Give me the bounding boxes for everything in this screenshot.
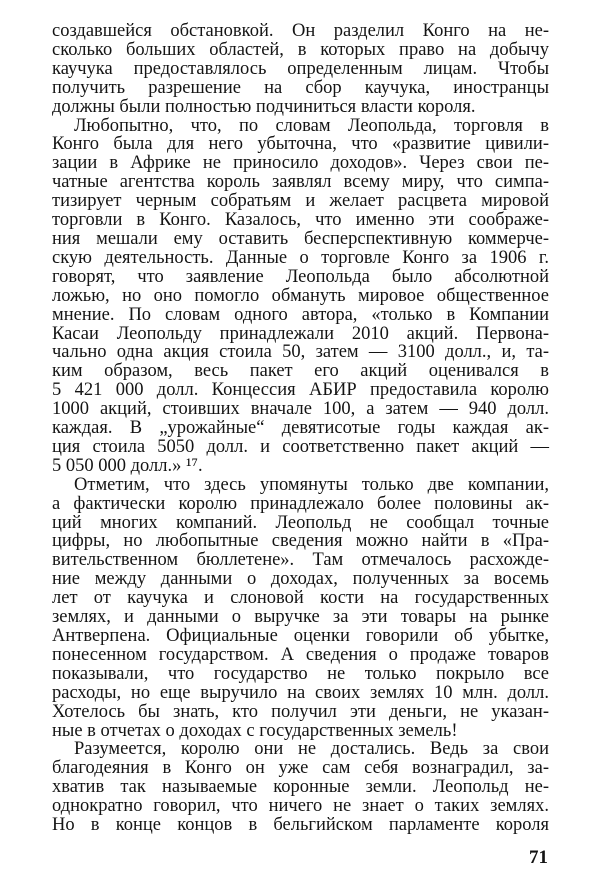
text-line: создавшейся обстановкой. Он разделил Конго на не-	[52, 21, 549, 41]
text-line: землях, и данными о выручке за эти товары на рынке	[52, 607, 549, 628]
text-line: каждая. В „урожайные“ девятисотые годы каждая ак-	[52, 418, 549, 439]
text-line: Касаи Леопольду принадлежали 2010 акций. Первона-	[52, 323, 549, 344]
text-line: скую деятельность. Данные о торговле Конго за 1906 г.	[52, 247, 549, 268]
text-line: Хотелось бы знать, кто получил эти деньги, не указан-	[52, 701, 549, 722]
text-line: благодеяния в Конго он уже сам себя вознаградил, за-	[52, 758, 549, 779]
text-line: 1000 акций, стоивших вначале 100, а затем — 940 долл.	[52, 399, 549, 420]
text-line: мнение. По словам одного автора, «только в Компании	[52, 304, 549, 325]
text-line: однократно говорил, что ничего не знает о таких землях.	[52, 796, 549, 817]
text-line: а фактически королю принадлежало более половины ак-	[52, 493, 549, 514]
text-line: чатные агентства король заявлял всему миру, что симпа-	[52, 172, 549, 193]
text-line: расходы, но еще выручило на своих землях 10 млн. долл.	[52, 682, 549, 703]
text-line: ния мешали ему оставить бесперспективную коммерче-	[52, 228, 549, 249]
paragraph	[52, 117, 549, 476]
paragraph	[52, 22, 549, 117]
text-line: Любопытно, что, по словам Леопольда, торговля в	[74, 115, 549, 136]
text-line: каучука предоставлялось определенным лицам. Чтобы	[52, 58, 549, 79]
text-line: тизирует черным собратьям и желает расцвета мировой	[52, 191, 549, 212]
text-line: 5 050 000 долл.» ¹⁷.	[52, 455, 203, 476]
text-line: вительственном бюллетене». Там отмечалось расхожде-	[52, 550, 549, 571]
paragraph	[52, 740, 549, 835]
text-line: Разумеется, королю они не достались. Ведь за свои	[74, 739, 549, 760]
text-line: лет от каучука и слоновой кости на государственных	[52, 588, 549, 609]
text-line: ций многих компаний. Леопольд не сообщал точные	[52, 512, 549, 533]
text-line: Отметим, что здесь упомянуты только две компании,	[74, 474, 549, 495]
text-line: ким образом, весь пакет его акций оценивался в	[52, 361, 549, 382]
text-line: говорят, что заявление Леопольда было абсолютной	[52, 266, 549, 287]
text-line: ция стоила 5050 долл. и соответственно пакет акций —	[52, 436, 549, 457]
text-line: показывали, что государство не только покрыло все	[52, 663, 549, 684]
paragraph	[52, 476, 549, 741]
text-line: торговли в Конго. Казалось, что именно эти соображе-	[52, 210, 549, 231]
text-line: зации в Африке не приносило доходов». Через свои пе-	[52, 153, 549, 174]
text-line: цифры, но любопытные сведения можно найти в «Пра-	[52, 531, 549, 552]
text-line: Конго была для него убыточна, что «развитие цивили-	[52, 134, 549, 155]
text-line: должны были полностью подчиниться власти короля.	[52, 96, 476, 117]
text-line: ложью, но оно помогло обмануть мировое общественное	[52, 285, 549, 306]
text-line: Антверпена. Официальные оценки говорили об убытке,	[52, 626, 549, 646]
text-line: ние между данными о доходах, полученных за восемь	[52, 569, 549, 590]
text-body	[52, 22, 549, 835]
text-line: чально одна акция стоила 50, затем — 3100 долл., и, та-	[52, 342, 549, 363]
text-line: понесенном государством. А сведения о продаже товаров	[52, 644, 549, 665]
page-number: 71	[529, 846, 548, 868]
book-page-text	[52, 22, 549, 869]
text-line: Но в конце концов в бельгийском парламенте короля	[52, 815, 549, 836]
text-line: ные в отчетах о доходах с государственных земель!	[52, 720, 458, 741]
text-line: сколько больших областей, в которых право на добычу	[52, 39, 549, 60]
text-line: хватив так называемые коронные земли. Леопольд не-	[52, 777, 549, 798]
text-line: 5 421 000 долл. Концессия АБИР предоставила королю	[52, 380, 549, 401]
text-line: получить разрешение на сбор каучука, иностранцы	[52, 77, 549, 98]
